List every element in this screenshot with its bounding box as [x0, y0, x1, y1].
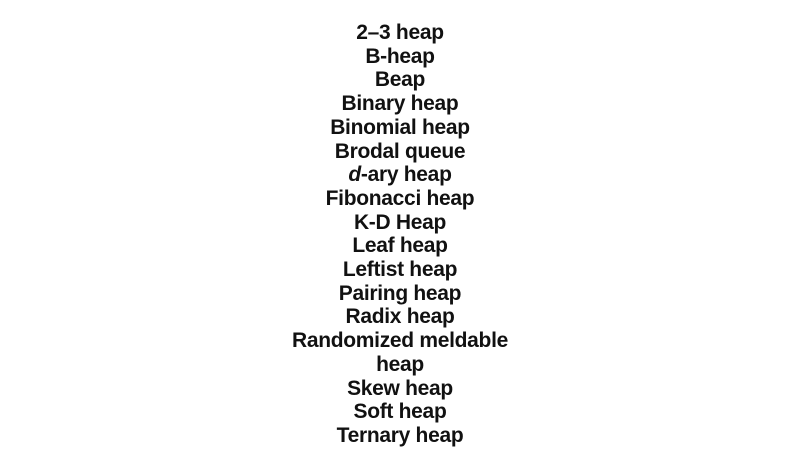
- list-item: Leftist heap: [342, 258, 458, 282]
- list-item: Skew heap: [347, 376, 453, 400]
- list-item: B-heap: [365, 44, 435, 68]
- list-item: Radix heap: [345, 305, 455, 329]
- list-item: Fibonacci heap: [325, 186, 475, 210]
- list-item: Brodal queue: [334, 139, 466, 163]
- list-item: Leaf heap: [352, 234, 448, 258]
- list-item-text: -ary heap: [360, 163, 452, 187]
- italic-prefix: d: [348, 163, 361, 187]
- list-item: Beap: [374, 68, 426, 92]
- list-item: Binary heap: [341, 92, 459, 116]
- list-item: Ternary heap: [336, 423, 464, 447]
- list-item: Randomized meldable: [291, 329, 508, 353]
- list-item: Pairing heap: [338, 281, 462, 305]
- list-item: [0, 163, 800, 187]
- list-item-continuation: heap: [376, 352, 424, 376]
- list-item: Binomial heap: [330, 115, 470, 139]
- list-item: K-D Heap: [353, 210, 447, 234]
- list-item: 2–3 heap: [356, 21, 444, 44]
- heap-type-list: [0, 21, 800, 448]
- list-item: Soft heap: [353, 400, 447, 424]
